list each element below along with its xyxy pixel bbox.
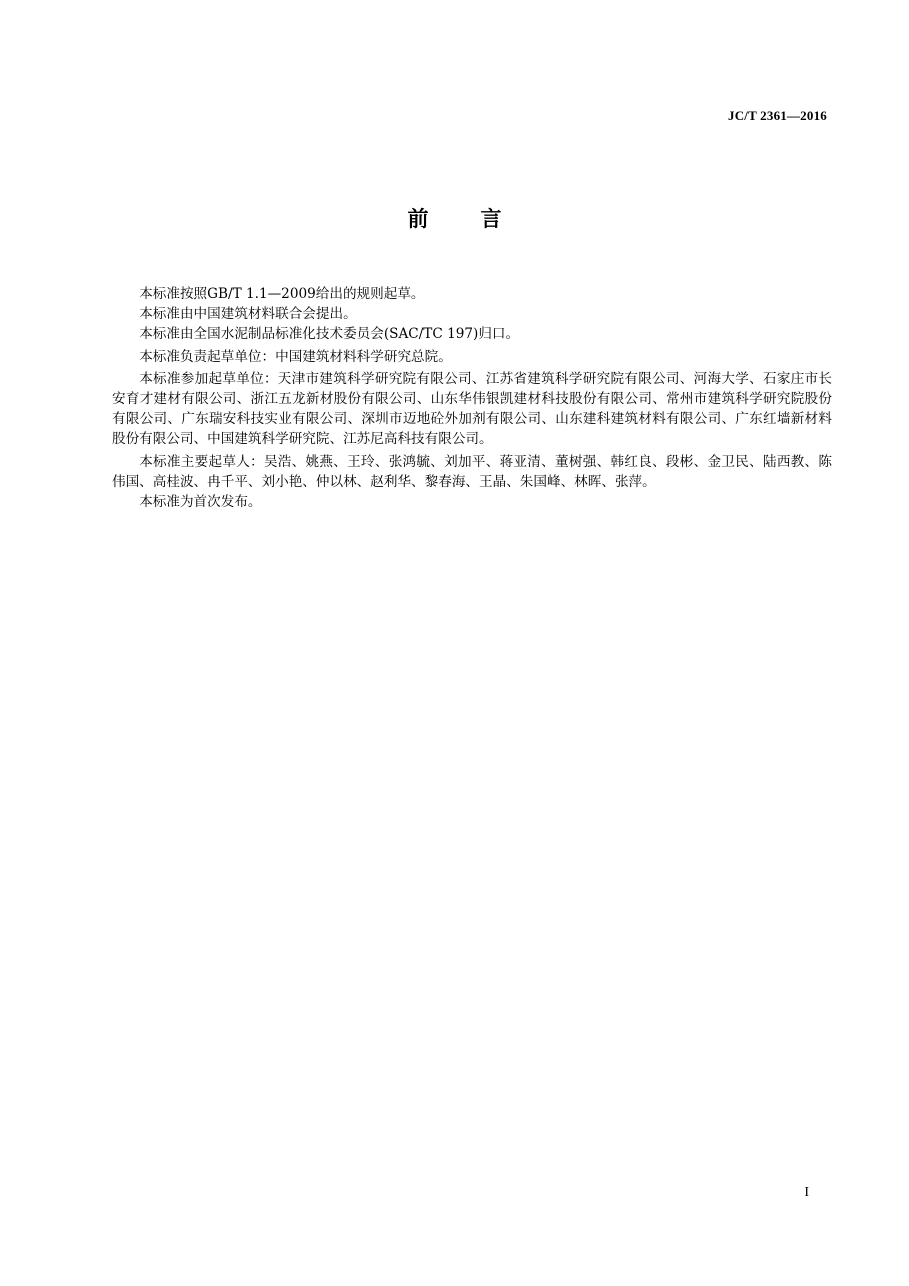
paragraph-proposed-by: 本标准由中国建筑材料联合会提出。 [139,306,357,323]
paragraph-participating-drafters: 本标准参加起草单位：天津市建筑科学研究院有限公司、江苏省建筑科学研究院有限公司、河海大学、石家庄市长安育才建材有限公司、浙江五龙新材股份有限公司、山东华伟银凯建材科技股份有限公司、常州市建筑科学研究院股份有限公司、广东瑞安科技实业有限公司、深圳市迈地砼外加剂有限公司、山东建科建筑材料有限公司、广东红墙新材料股份有限公司、中国建筑科学研究院、江苏尼高科技有限公司。 [112,370,832,448]
paragraph-first-release: 本标准为首次发布。 [139,494,262,511]
paragraph-drafting-rules: 本标准按照GB/T 1.1—2009给出的规则起草。 [139,286,425,302]
page-title [0,203,909,233]
page-number: I [804,1185,809,1200]
title-char-2: 言 [480,207,502,231]
paragraph-main-drafters: 本标准主要起草人：吴浩、姚燕、王玲、张鸿毓、刘加平、蒋亚清、董树强、韩红良、段彬、金卫民、陆西教、陈伟国、高桂波、冉千平、刘小艳、仲以林、赵利华、黎春海、王晶、朱国峰、林晖、张萍。 [112,453,832,490]
paragraph-under-jurisdiction: 本标准由全国水泥制品标准化技术委员会(SAC/TC 197)归口。 [139,326,520,343]
paragraph-lead-drafter: 本标准负责起草单位：中国建筑材料科学研究总院。 [139,348,452,365]
standard-code: JC/T 2361—2016 [728,108,827,123]
foreword-body [112,284,832,512]
title-char-1: 前 [407,207,429,231]
